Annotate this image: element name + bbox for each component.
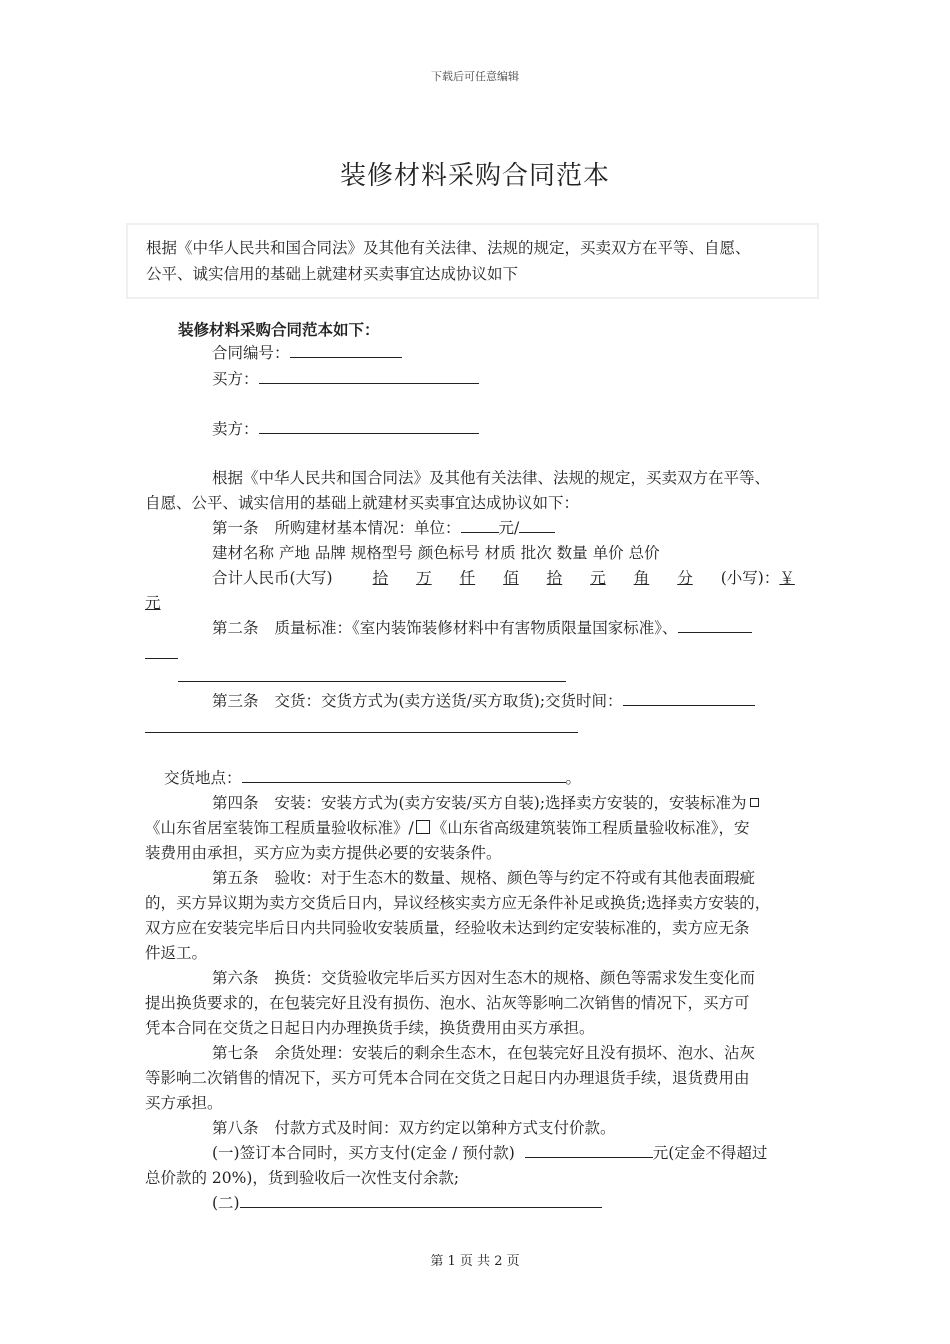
- column-unit-price: 单价: [592, 544, 624, 562]
- payment-item-2-blank[interactable]: [240, 1191, 602, 1208]
- article-6-line-3: 凭本合同在交货之日起日内办理换货手续，换货费用由买方承担。: [145, 1019, 595, 1037]
- article-5-label: 第五条: [212, 869, 259, 887]
- article-2-label: 第二条: [212, 619, 259, 637]
- deposit-amount-blank[interactable]: [525, 1141, 653, 1158]
- article-7-line-2: 等影响二次销售的情况下，买方可凭本合同在交货之日起日内办理退货手续，退货费用由: [145, 1069, 750, 1087]
- yen-symbol: ￥: [779, 569, 795, 587]
- material-columns: [212, 541, 660, 565]
- summary-box: [126, 223, 819, 299]
- payment-item-1-text: (一)签订本合同时，买方支付(定金 / 预付款): [212, 1144, 515, 1162]
- header-note: 下载后可任意编辑: [431, 70, 519, 83]
- article-6-line-2: 提出换货要求的，在包装完好且没有损伤、泡水、沾灰等影响二次销售的情况下，买方可: [145, 994, 750, 1012]
- seller-blank[interactable]: [259, 417, 479, 434]
- contract-no-label: 合同编号：: [212, 344, 290, 362]
- article-2-line: [212, 616, 752, 640]
- contract-no-blank[interactable]: [290, 341, 402, 358]
- payment-item-1-cont: 总价款的 20%)，货到验收后一次性支付余款;: [145, 1169, 460, 1187]
- article-4-text-2a: 《山东省居室装饰工程质量验收标准》/: [145, 819, 414, 837]
- article-4-line-3: 装费用由承担，买方应为卖方提供必要的安装条件。: [145, 844, 502, 862]
- unit-qian: 仟: [459, 569, 476, 587]
- article-5-line-4: 件返工。: [145, 944, 208, 962]
- summary-line-1: 根据《中华人民共和国合同法》及其他有关法律、法规的规定，买卖双方在平等、自愿、: [146, 239, 751, 257]
- article-4-text-2b: 《山东省高级建筑装饰工程质量验收标准》，安: [431, 819, 750, 837]
- preamble-line-2: 自愿、公平、诚实信用的基础上就建材买卖事宜达成协议如下：: [145, 494, 580, 512]
- article-8-text: 付款方式及时间：双方约定以第种方式支付价款。: [274, 1119, 616, 1137]
- article-3-text: 交货：交货方式为(卖方送货/买方取货);交货时间：: [274, 692, 623, 710]
- article-3-label: 第三条: [212, 692, 259, 710]
- delivery-time-blank-cont[interactable]: [145, 732, 578, 733]
- total-label: 合计人民币(大写): [212, 569, 333, 587]
- unit-yuan: 元/: [498, 519, 520, 537]
- unit-per-blank[interactable]: [519, 516, 555, 533]
- article-3-line: [212, 689, 755, 713]
- page-footer: 第 1 页 共 2 页: [430, 1254, 520, 1269]
- article-4-line-2: [145, 816, 750, 840]
- seller-field: [212, 417, 479, 441]
- article-6-text-1: 换货：交货验收完毕后买方因对生态木的规格、颜色等需求发生变化而: [274, 969, 756, 987]
- article-7-line-3: 买方承担。: [145, 1094, 223, 1112]
- article-7-label: 第七条: [212, 1044, 259, 1062]
- unit-bai: 佰: [503, 569, 519, 587]
- article-4-label: 第四条: [212, 794, 259, 812]
- buyer-blank[interactable]: [259, 367, 479, 384]
- unit-fen: 分: [677, 569, 693, 587]
- summary-line-2: 公平、诚实信用的基础上就建材买卖事宜达成协议如下: [146, 265, 519, 283]
- delivery-place-end: 。: [565, 769, 582, 787]
- small-label: (小写)：: [720, 569, 780, 587]
- contract-no-field: [212, 341, 402, 365]
- delivery-time-blank[interactable]: [623, 689, 755, 706]
- standard-blank-cont[interactable]: [145, 658, 178, 659]
- delivery-place-blank[interactable]: [242, 766, 566, 783]
- total-amount-line: [212, 566, 795, 590]
- article-5-line-2: 的，买方异议期为卖方交货后日内，异议经核实卖方应无条件补足或换货;选择卖方安装的，: [145, 894, 771, 912]
- standard-blank-line[interactable]: [178, 681, 566, 682]
- preamble-line-1: 根据《中华人民共和国合同法》及其他有关法律、法规的规定，买卖双方在平等、: [212, 469, 771, 487]
- payment-item-1-end: 元(定金不得超过: [652, 1144, 768, 1162]
- article-8-label: 第八条: [212, 1119, 259, 1137]
- checkbox-residential[interactable]: [750, 798, 759, 807]
- column-name: 建材名称: [212, 544, 275, 562]
- delivery-place-label: 交货地点：: [164, 769, 242, 787]
- checkbox-advanced[interactable]: [416, 820, 430, 834]
- article-4-line-1: [212, 791, 759, 815]
- column-batch: 批次: [520, 544, 552, 562]
- column-material: 材质: [484, 544, 516, 562]
- article-1-line: [212, 516, 555, 540]
- article-5-text-1: 验收：对于生态木的数量、规格、颜色等与约定不符或有其他表面瑕疵: [274, 869, 756, 887]
- seller-label: 卖方：: [212, 420, 259, 438]
- unit-shi-2: 拾: [546, 569, 563, 587]
- unit-blank[interactable]: [461, 516, 499, 533]
- payment-item-1: [212, 1141, 767, 1165]
- unit-wan: 万: [416, 569, 432, 587]
- column-color: 颜色标号: [417, 544, 480, 562]
- article-4-text-1: 安装：安装方式为(卖方安装/买方自装);选择卖方安装的，安装标准为: [274, 794, 747, 812]
- article-5-line-3: 双方应在安装完毕后日内共同验收安装质量，经验收未达到约定安装标准的，卖方应无条: [145, 919, 750, 937]
- payment-item-2: [212, 1191, 602, 1215]
- column-total: 总价: [628, 544, 660, 562]
- amount-words[interactable]: [345, 569, 721, 587]
- article-7-line-1: [212, 1041, 755, 1065]
- yuan-end: 元: [145, 594, 161, 612]
- page-title: 装修材料采购合同范本: [339, 161, 610, 191]
- article-1-text: 所购建材基本情况：单位：: [274, 519, 461, 537]
- article-6-label: 第六条: [212, 969, 259, 987]
- article-7-text-1: 余货处理：安装后的剩余生态木，在包装完好且没有损坏、泡水、沾灰: [274, 1044, 756, 1062]
- delivery-place-line: [164, 766, 581, 790]
- unit-jiao: 角: [633, 569, 650, 587]
- article-2-text: 质量标准：《室内装饰装修材料中有害物质限量国家标准》、: [274, 619, 678, 637]
- unit-shi-1: 拾: [372, 569, 389, 587]
- column-origin: 产地: [278, 544, 310, 562]
- buyer-label: 买方：: [212, 370, 259, 388]
- payment-item-2-label: (二): [212, 1194, 240, 1212]
- intro-heading: 装修材料采购合同范本如下：: [178, 320, 380, 339]
- column-spec: 规格型号: [350, 544, 413, 562]
- article-5-line-1: [212, 866, 755, 890]
- article-8-line: [212, 1116, 616, 1140]
- column-brand: 品牌: [314, 544, 346, 562]
- buyer-field: [212, 367, 479, 391]
- article-1-label: 第一条: [212, 519, 259, 537]
- standard-blank[interactable]: [678, 616, 752, 633]
- column-quantity: 数量: [556, 544, 588, 562]
- article-6-line-1: [212, 966, 755, 990]
- unit-yuan-word: 元: [590, 569, 606, 587]
